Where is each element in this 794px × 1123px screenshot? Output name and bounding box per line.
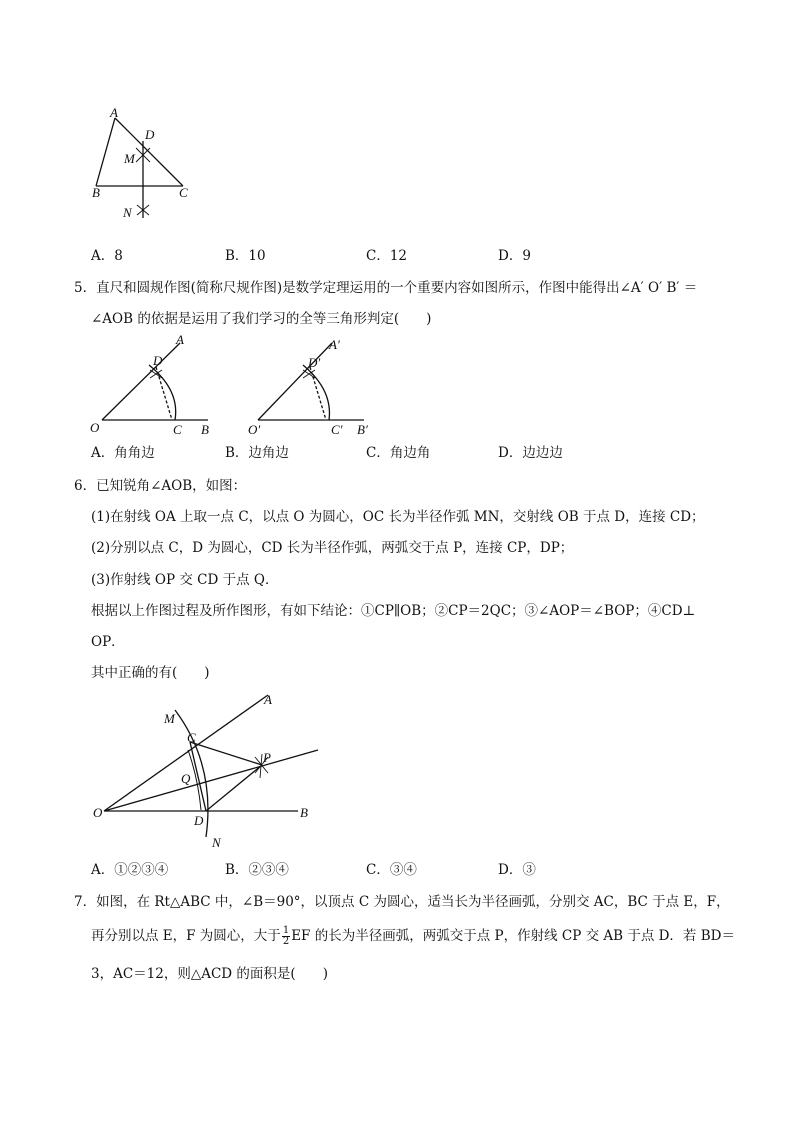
q5l-dashed-dc [156,367,172,420]
q6-label-b: B [300,805,308,820]
q5r-label-o: O′ [248,422,261,437]
q4-option-d[interactable]: D．9 [498,248,531,264]
q6-step-3: (3)作射线 OP 交 CD 于点 Q． [91,572,279,588]
q4-option-b[interactable]: B．10 [225,248,266,264]
q5-stem-line1: 5．直尺和圆规作图(简称尺规作图)是数学定理运用的一个重要内容如图所示，作图中能得出∠A′ O′ B′ ＝ [74,280,698,296]
q7-line2-pre: 再分别以点 E，F 为圆心，大于 [91,928,281,944]
q4-label-a: A [110,105,118,120]
q6-question: 其中正确的有( ) [91,665,210,681]
q5-stem-line2: ∠AOB 的依据是运用了我们学习的全等三角形判定( ) [91,311,432,327]
q6-conclusion-line2: OP． [91,634,125,650]
q6-label-o: O [93,805,103,820]
q6-step-2: (2)分别以点 C，D 为圆心，CD 长为半径作弧，两弧交于点 P，连接 CP，DP； [91,540,574,556]
q4-option-c[interactable]: C．12 [366,248,408,264]
q5l-arc [149,365,176,420]
q5r-label-b: B′ [357,422,368,437]
q5r-dashed-dc [310,367,326,420]
q5-option-c[interactable]: C．角边角 [366,445,431,461]
q4-label-b: B [92,185,100,200]
q5r-ray-oa [258,343,332,420]
q7-fraction-half [282,926,290,947]
q5l-label-c: C [173,422,182,437]
q6-label-c: C [187,730,196,745]
q5l-label-o: O [90,420,100,435]
q6-label-p: P [263,750,271,765]
q4-label-m: M [124,151,135,166]
q5r-label-c: C′ [331,422,343,437]
q6-segment-dp [206,765,262,811]
q5r-label-a: A′ [329,337,340,352]
q7-line2-post: EF 的长为半径画弧，两弧交于点 P，作射线 CP 交 AB 于点 D．若 BD＝ [291,928,735,944]
q7-stem-line2 [91,926,735,947]
q6-option-d[interactable]: D．③ [498,862,536,878]
q6-title: 6．已知锐角∠AOB，如图： [74,478,247,494]
q5l-ray-oa [102,343,180,420]
q6-ray-oa [104,695,268,811]
q4-label-c: C [179,185,188,200]
q5-option-d[interactable]: D．边边边 [498,445,563,461]
q6-conclusion-line1: 根据以上作图过程及所作图形，有如下结论：①CP∥OB；②CP＝2QC；③∠AOP＝∠BOP；④CD⊥ [91,603,696,619]
q4-label-d: D [145,127,155,142]
q6-ray-op [104,750,318,811]
q5-figure-right [246,335,386,440]
q6-option-a[interactable]: A．①②③④ [91,862,169,878]
q6-step-1: (1)在射线 OA 上取一点 C，以点 O 为圆心，OC 长为半径作弧 MN，交射线 OB 于点 D，连接 CD； [91,509,705,525]
q7-fraction-denominator: 2 [282,936,290,947]
q5r-label-d: D′ [308,355,321,370]
q4-figure [88,105,198,220]
q5l-label-a: A [176,332,184,347]
q4-label-n: N [123,205,132,220]
q6-label-q: Q [181,771,191,786]
q5-option-b[interactable]: B．边角边 [225,445,289,461]
q6-option-b[interactable]: B．②③④ [225,862,289,878]
q5-option-a[interactable]: A．角角边 [91,445,155,461]
q4-side-ab [96,118,115,186]
q5l-label-b: B [201,422,209,437]
q6-option-c[interactable]: C．③④ [366,862,417,878]
q5r-arc [303,365,329,420]
q6-label-m: M [164,711,175,726]
q4-option-a[interactable]: A．8 [91,248,123,264]
q7-stem-line3: 3，AC＝12，则△ACD 的面积是( ) [91,966,328,982]
q6-figure [90,690,330,850]
q6-label-d: D [194,813,204,828]
q6-label-a: A [264,692,272,707]
q7-stem-line1: 7．如图，在 Rt△ABC 中，∠B＝90°，以顶点 C 为圆心，适当长为半径画弧，分别交 AC，BC 于点 E，F， [74,894,730,910]
q5-figure-left [88,332,228,440]
q6-label-n: N [212,835,221,850]
q7-fraction-numerator: 1 [282,925,290,936]
q5l-label-d: D [153,353,163,368]
